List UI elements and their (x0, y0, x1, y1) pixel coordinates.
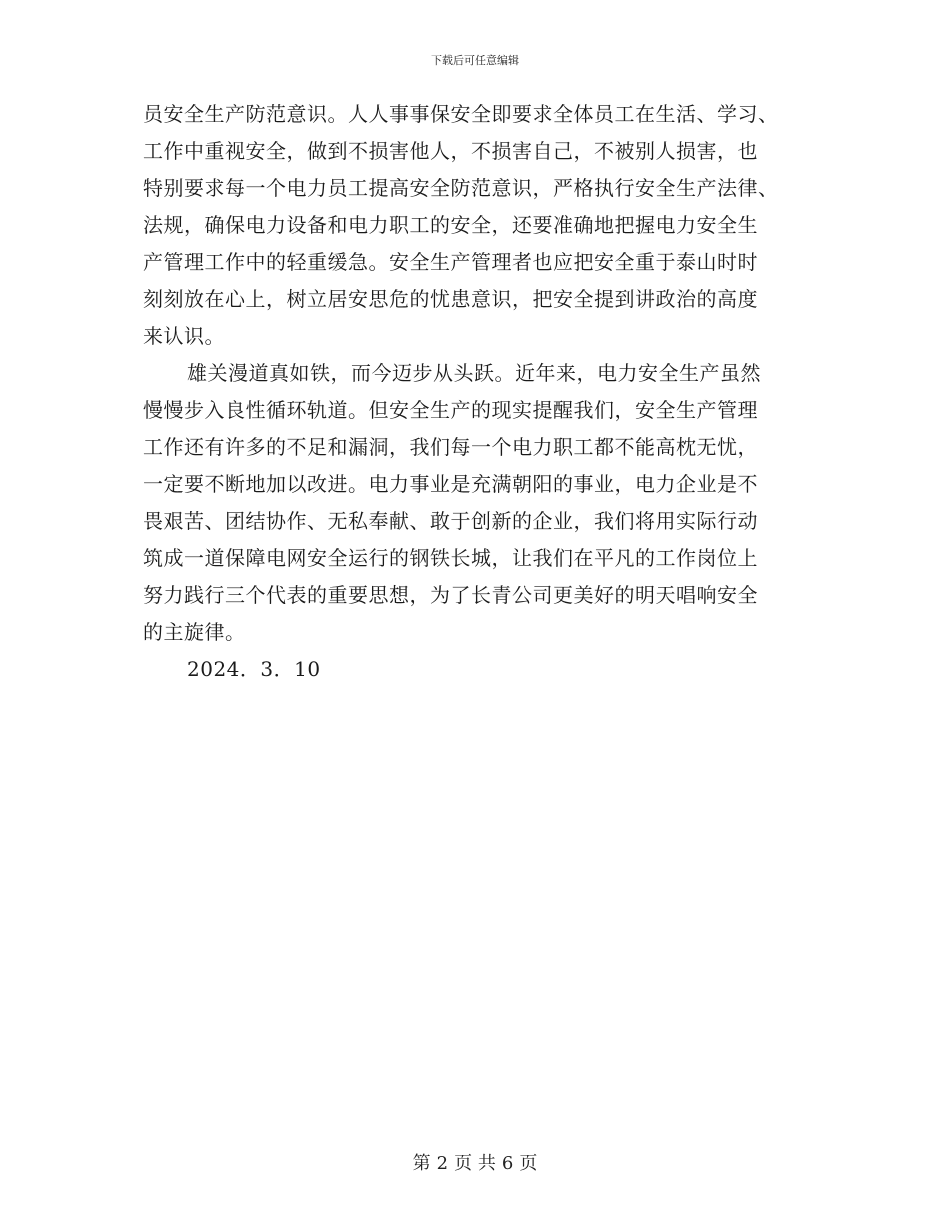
paragraph-line: 员安全生产防范意识。人人事事保安全即要求全体员工在生活、学习、 (143, 102, 779, 126)
document-body (143, 96, 823, 688)
page-footer (0, 1152, 950, 1176)
footer-total-pages: 6 (501, 1153, 514, 1174)
footer-current-page: 2 (436, 1153, 449, 1174)
paragraph-line: 法规，确保电力设备和电力职工的安全，还要准确地把握电力安全生 (143, 213, 758, 237)
paragraph-line: 雄关漫道真如铁，而今迈步从头跃。近年来，电力安全生产虽然 (187, 361, 761, 385)
paragraph-line: 刻刻放在心上，树立居安思危的忧患意识，把安全提到讲政治的高度 (143, 287, 758, 311)
paragraph-1 (143, 96, 823, 355)
paragraph-line: 一定要不断地加以改进。电力事业是充满朝阳的事业，电力企业是不 (143, 472, 758, 496)
paragraph-2 (143, 355, 823, 651)
paragraph-line: 产管理工作中的轻重缓急。安全生产管理者也应把安全重于泰山时时 (143, 250, 758, 274)
footer-middle: 页 共 (454, 1153, 496, 1174)
paragraph-line: 来认识。 (143, 324, 225, 348)
paragraph-line: 努力践行三个代表的重要思想，为了长青公司更美好的明天唱响安全 (143, 583, 758, 607)
footer-prefix: 第 (412, 1153, 431, 1174)
page-header-note: 下载后可任意编辑 (431, 54, 519, 67)
paragraph-line: 慢慢步入良性循环轨道。但安全生产的现实提醒我们，安全生产管理 (143, 398, 758, 422)
paragraph-line: 畏艰苦、团结协作、无私奉献、敢于创新的企业，我们将用实际行动 (143, 509, 758, 533)
document-date: 2024．3．10 (187, 657, 321, 681)
footer-suffix: 页 (519, 1153, 538, 1174)
paragraph-line: 的主旋律。 (143, 620, 246, 644)
paragraph-line: 特别要求每一个电力员工提高安全防范意识，严格执行安全生产法律、 (143, 176, 779, 200)
paragraph-line: 筑成一道保障电网安全运行的钢铁长城，让我们在平凡的工作岗位上 (143, 546, 758, 570)
paragraph-line: 工作中重视安全，做到不损害他人，不损害自己，不被别人损害，也 (143, 139, 758, 163)
paragraph-line: 工作还有许多的不足和漏洞，我们每一个电力职工都不能高枕无忧， (143, 435, 758, 459)
